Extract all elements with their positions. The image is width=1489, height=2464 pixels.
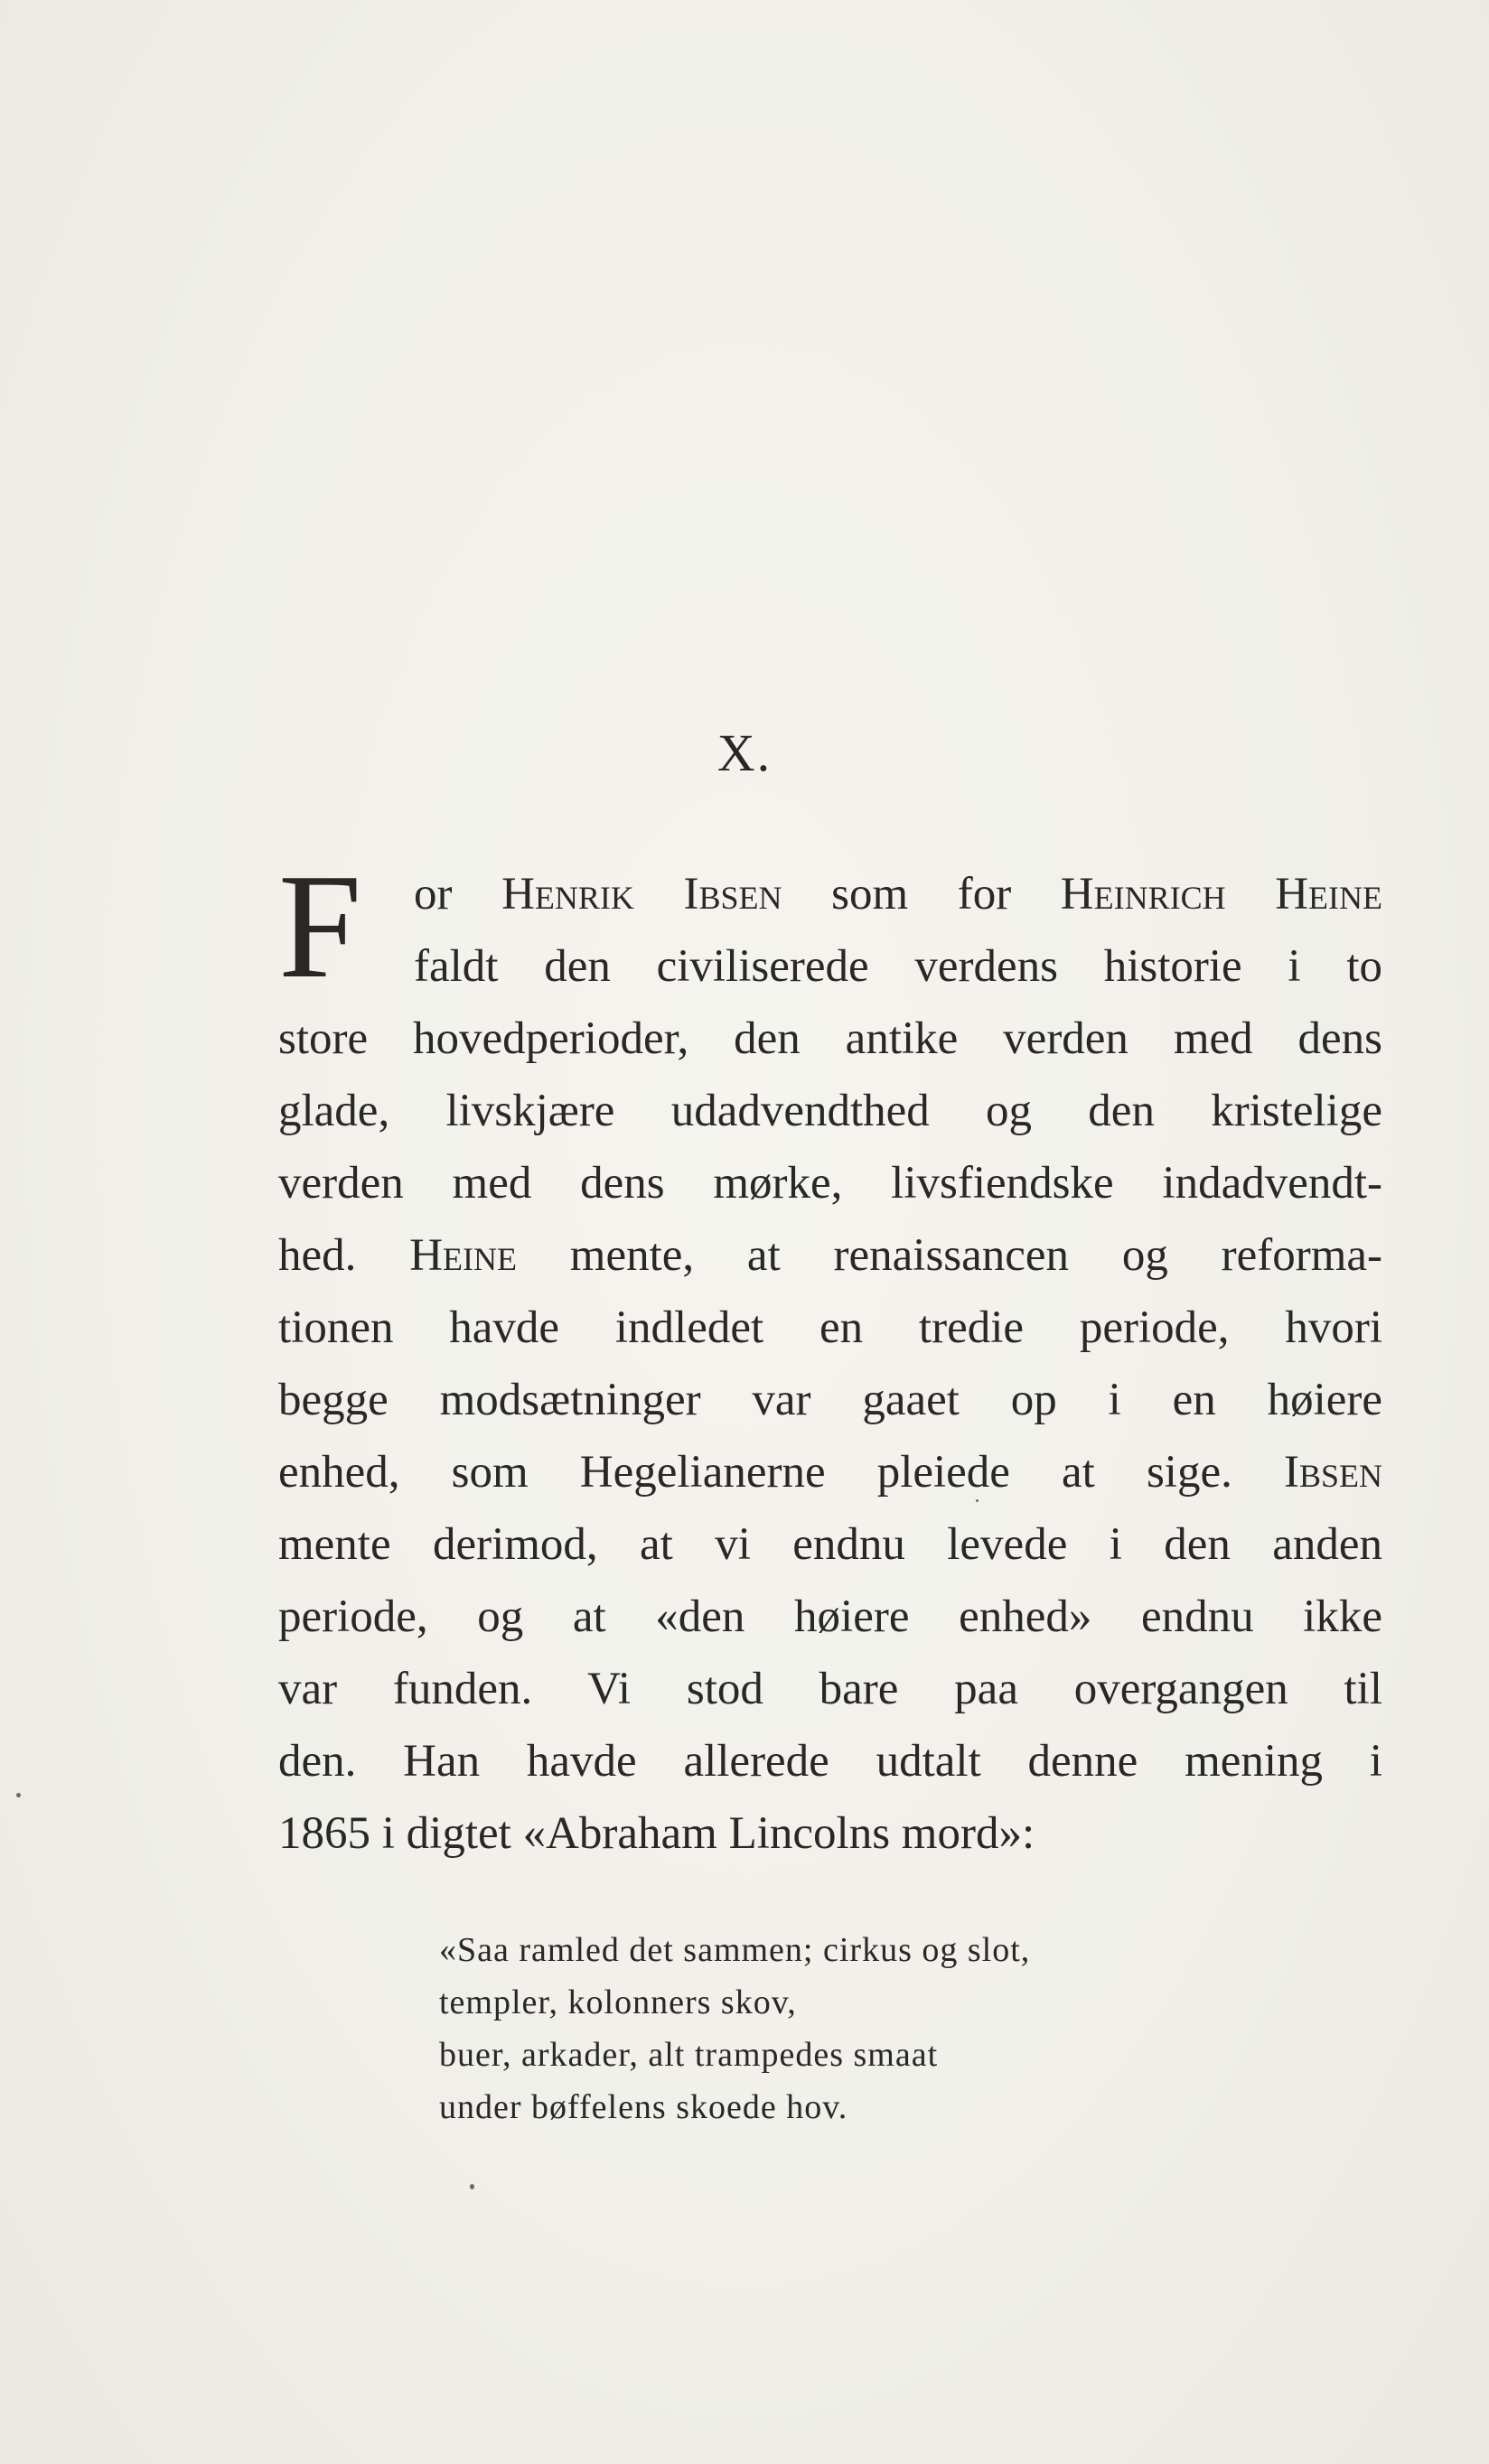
name-small-caps: Ibsen [1283,1447,1382,1498]
drop-cap: F [278,843,362,1009]
name-small-caps: Heinrich Heine [1060,869,1383,919]
text-segment: begge modsætninger var gaaet op i en høiere [278,1375,1382,1425]
poem-line: buer, arkader, alt trampedes smaat [439,2036,939,2074]
text-segment: 1865 i digtet «Abraham Lincolns mord»: [278,1808,1035,1859]
poem-line: under bøffelens skoede hov. [439,2088,848,2126]
text-line [278,1653,1382,1725]
text-line [278,1147,1382,1219]
text-line [278,1075,1382,1147]
text-segment: verden med dens mørke, livsfiendske indadvendt- [278,1158,1382,1209]
text-line [278,1219,1382,1292]
text-line [278,1292,1382,1364]
text-segment: som for [782,869,1061,919]
page-speck [16,1793,21,1797]
text-segment: den. Han havde allerede udtalt denne mening i [278,1736,1382,1787]
poem-line: templer, kolonners skov, [439,1983,797,2021]
text-segment: mente derimod, at vi endnu levede i den anden [278,1519,1382,1570]
text-segment: hed. [278,1230,410,1281]
body-paragraph [278,843,1383,1870]
poem-line: «Saa ramled det sammen; cirkus og slot, [439,1931,1031,1969]
text-segment: periode, og at «den høiere enhed» endnu ikke [278,1591,1382,1642]
text-segment: tionen havde indledet en tredie periode, hvori [278,1302,1382,1353]
text-segment: enhed, som Hegelianerne pleiede at sige. [278,1447,1284,1498]
text-segment: faldt den civiliserede verdens historie i to [414,941,1382,992]
name-small-caps: Henrik Ibsen [501,869,782,919]
text-line [278,858,1382,930]
text-line [278,1581,1382,1653]
text-line [278,1003,1382,1075]
text-segment: var funden. Vi stod bare paa overgangen til [278,1664,1382,1714]
text-line [278,1725,1382,1797]
name-small-caps: Heine [409,1230,517,1281]
text-line [278,1508,1382,1581]
chapter-heading: X. [716,723,773,782]
page-speck [976,1499,979,1502]
text-segment: store hovedperioder, den antike verden med dens [278,1013,1382,1064]
text-line [278,930,1382,1003]
text-line [278,1364,1382,1436]
text-line [278,1436,1382,1508]
page-speck [470,2184,474,2189]
text-segment: or [414,869,502,919]
text-segment: mente, at renaissancen og reforma- [517,1230,1383,1281]
text-segment: glade, livskjære udadvendthed og den kristelige [278,1086,1382,1136]
poem-quote [439,1924,1030,2133]
text-line [278,1797,1382,1870]
